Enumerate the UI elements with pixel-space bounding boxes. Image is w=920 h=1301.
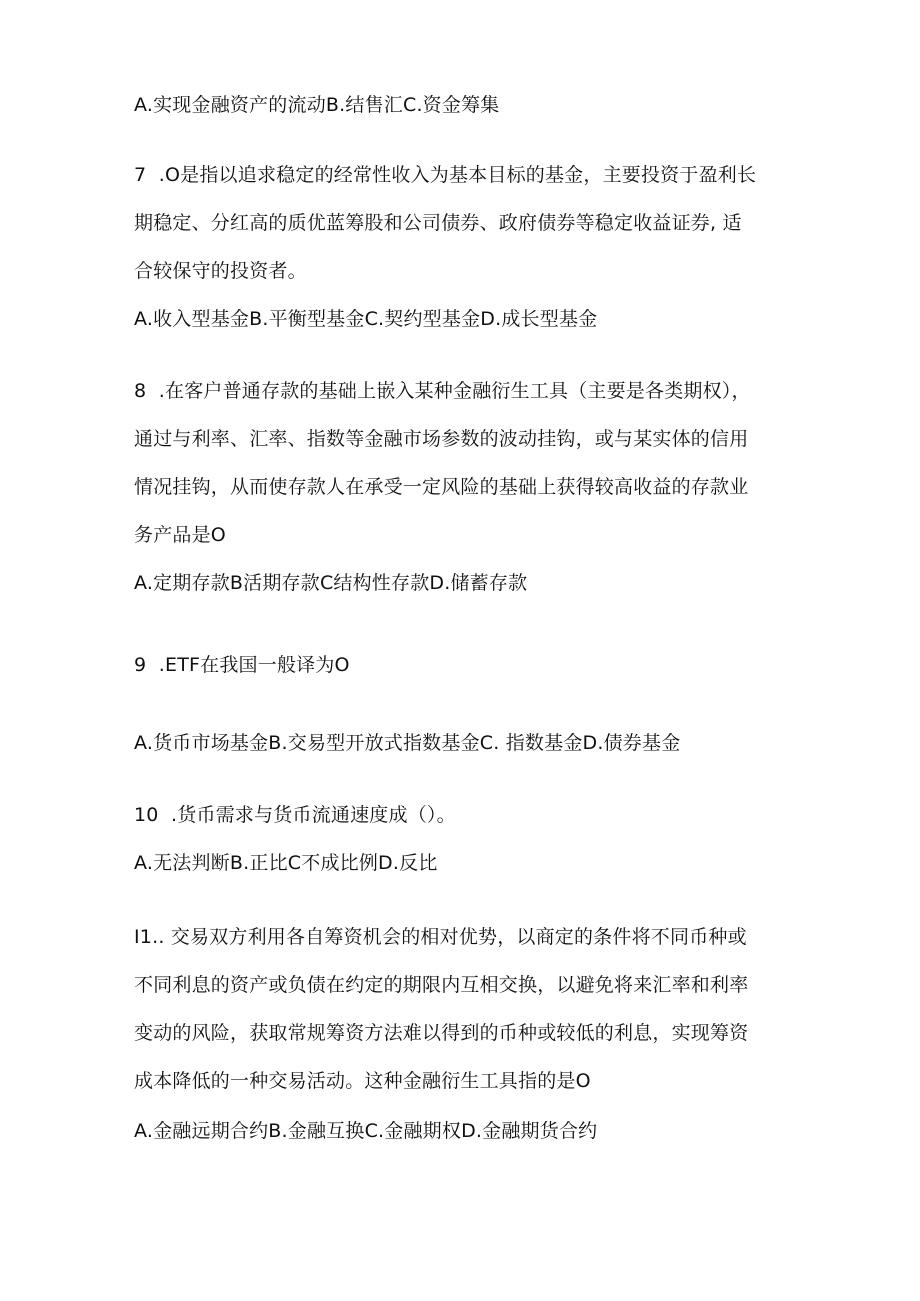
- question-7-line-2: 期稳定、分红高的质优蓝筹股和公司债券、政府债券等稳定收益证券, 适: [134, 212, 742, 234]
- question-8-line-1: 8 .在客户普通存款的基础上嵌入某种金融衍生工具（主要是各类期权），: [134, 380, 751, 402]
- question-8-line-4: 务产品是O: [134, 524, 226, 546]
- question-7-line-1: 7 .O是指以追求稳定的经常性收入为基本目标的基金，主要投资于盈利长: [134, 164, 757, 186]
- answer-options-6: A.实现金融资产的流动B.结售汇C.资金筹集: [134, 94, 500, 116]
- question-11-line-1: I1.. 交易双方利用各自筹资机会的相对优势，以商定的条件将不同币种或: [134, 926, 747, 948]
- question-7-line-3: 合较保守的投资者。: [134, 260, 307, 282]
- question-11-line-3: 变动的风险，获取常规筹资方法难以得到的币种或较低的利息，实现筹资: [134, 1022, 749, 1044]
- answer-options-10: A.无法判断B.正比C不成比例D.反比: [134, 852, 438, 874]
- answer-options-11: A.金融远期合约B.金融互换C.金融期权D.金融期货合约: [134, 1120, 598, 1142]
- question-10: 10 .货币需求与货币流通速度成（）。: [134, 804, 456, 826]
- answer-options-7: A.收入型基金B.平衡型基金C.契约型基金D.成长型基金: [134, 308, 598, 330]
- answer-options-8: A.定期存款B活期存款C结构性存款D.储蓄存款: [134, 572, 528, 594]
- answer-options-9: A.货币市场基金B.交易型开放式指数基金C. 指数基金D.债券基金: [134, 732, 681, 754]
- question-11-line-4: 成本降低的一种交易活动。这种金融衍生工具指的是O: [134, 1070, 591, 1092]
- question-8-line-3: 情况挂钩，从而使存款人在承受一定风险的基础上获得较高收益的存款业: [134, 476, 749, 498]
- question-9: 9 .ETF在我国一般译为O: [134, 654, 350, 676]
- question-11-line-2: 不同利息的资产或负债在约定的期限内互相交换，以避免将来汇率和利率: [134, 974, 749, 996]
- question-8-line-2: 通过与利率、汇率、指数等金融市场参数的波动挂钩，或与某实体的信用: [134, 428, 749, 450]
